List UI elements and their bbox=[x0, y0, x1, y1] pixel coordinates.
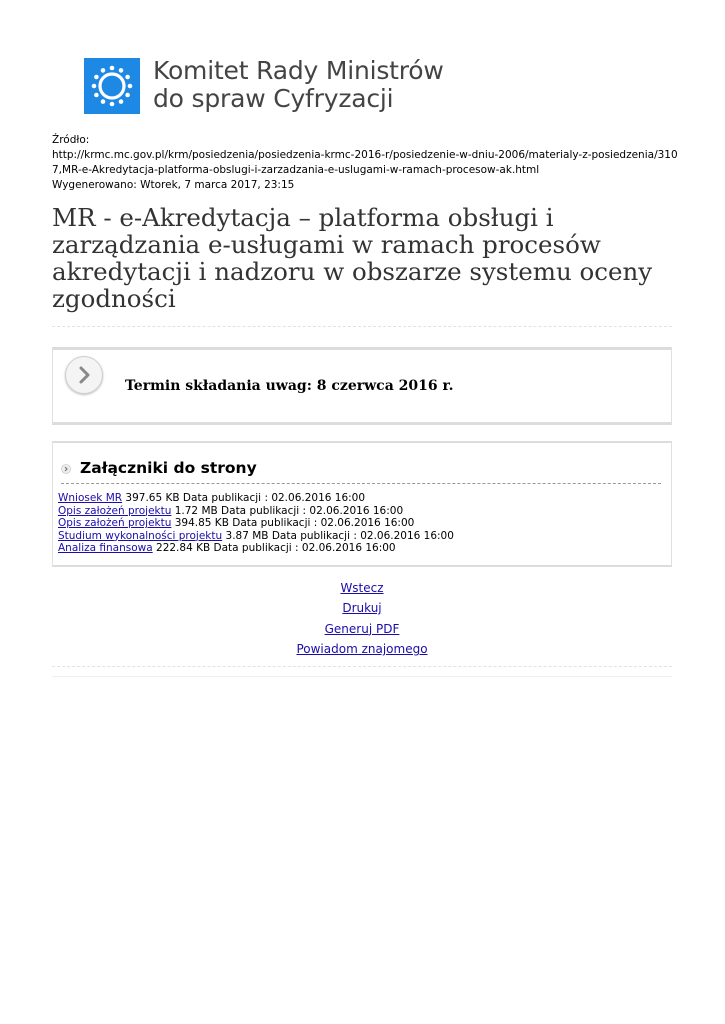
attachment-info: 1.72 MB Data publikacji : 02.06.2016 16:00 bbox=[171, 504, 404, 517]
attachments-list bbox=[58, 492, 668, 555]
attachment-item bbox=[58, 505, 668, 518]
attachment-item bbox=[58, 530, 668, 543]
header bbox=[84, 58, 504, 116]
attachment-item bbox=[58, 542, 668, 555]
bullet-arrow-icon bbox=[61, 464, 71, 474]
page-title-line4: zgodności bbox=[52, 284, 176, 313]
attachment-item bbox=[58, 517, 668, 530]
page-title-line2: zarządzania e-usługami w ramach procesów bbox=[52, 230, 601, 259]
page-title bbox=[52, 204, 672, 312]
footer-divider-1 bbox=[52, 666, 672, 667]
page-title-line1: MR - e-Akredytacja – platforma obsługi i bbox=[52, 203, 554, 232]
title-divider bbox=[52, 326, 672, 327]
attachments-title: Załączniki do strony bbox=[80, 459, 257, 477]
chevron-right-icon[interactable] bbox=[65, 356, 103, 394]
deadline-text: Termin składania uwag: 8 czerwca 2016 r. bbox=[125, 378, 454, 394]
attachment-link[interactable]: Analiza finansowa bbox=[58, 542, 153, 555]
org-name-line2: do spraw Cyfryzacji bbox=[153, 84, 394, 113]
attachment-link[interactable]: Wniosek MR bbox=[58, 492, 123, 504]
attachments-panel bbox=[52, 441, 672, 567]
attachments-divider bbox=[61, 483, 661, 484]
attachment-info: 394.85 KB Data publikacji : 02.06.2016 16:00 bbox=[171, 517, 415, 530]
attachment-info: 3.87 MB Data publikacji : 02.06.2016 16:00 bbox=[222, 529, 454, 542]
source-label: Źródło: bbox=[52, 134, 90, 146]
generate-pdf-link[interactable]: Generuj PDF bbox=[324, 621, 400, 636]
page-title-line3: akredytacji i nadzoru w obszarze systemu oceny bbox=[52, 257, 653, 286]
logo-emblem-icon bbox=[84, 58, 140, 114]
org-name-line1: Komitet Rady Ministrów bbox=[153, 56, 444, 85]
attachment-link[interactable]: Opis założeń projektu bbox=[58, 504, 172, 517]
source-meta bbox=[52, 133, 677, 193]
source-url-line1: http://krmc.mc.gov.pl/krm/posiedzenia/posiedzenia-krmc-2016-r/posiedzenie-w-dniu-2006/materialy-z-posiedzenia/310 bbox=[52, 149, 678, 161]
attachment-link[interactable]: Opis założeń projektu bbox=[58, 517, 172, 530]
notify-friend-link[interactable]: Powiadom znajomego bbox=[296, 642, 428, 657]
attachment-info: 397.65 KB Data publikacji : 02.06.2016 16:00 bbox=[122, 492, 366, 504]
print-link[interactable]: Drukuj bbox=[342, 601, 382, 616]
attachment-link[interactable]: Studium wykonalności projektu bbox=[58, 529, 223, 542]
attachment-item bbox=[58, 492, 668, 505]
back-link[interactable]: Wstecz bbox=[340, 581, 384, 595]
logo bbox=[84, 58, 140, 114]
source-url-line2: 7,MR-e-Akredytacja-platforma-obslugi-i-zarzadzania-e-uslugami-w-ramach-procesow-ak.html bbox=[52, 164, 540, 176]
org-name bbox=[153, 57, 444, 113]
attachment-info: 222.84 KB Data publikacji : 02.06.2016 16:00 bbox=[152, 542, 396, 555]
footer-divider-2 bbox=[52, 676, 672, 677]
page-actions bbox=[52, 578, 672, 660]
generated-date: Wygenerowano: Wtorek, 7 marca 2017, 23:15 bbox=[52, 179, 295, 191]
deadline-panel bbox=[52, 347, 672, 425]
